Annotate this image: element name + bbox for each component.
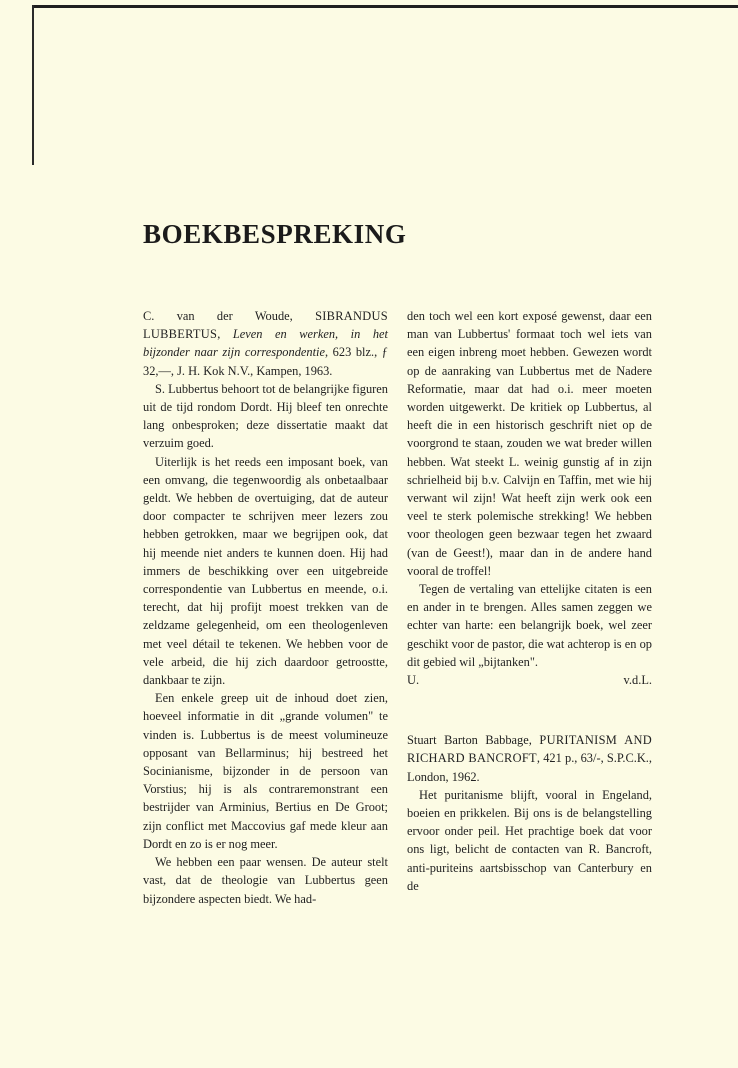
- review1-details: , 623 blz., ƒ 32,—, J. H. Kok N.V., Kampen, 1963.: [143, 345, 388, 378]
- section-heading: BOEKBESPREKING: [143, 219, 407, 249]
- review1-subtitle: Leven en werken, in het bijzonder naar zijn correspondentie: [143, 327, 388, 360]
- review1-paragraph: S. Lubbertus behoort tot de belangrijke figuren uit de tijd rondom Dordt. Hij bleef ten onrechte lang onbesproken; deze dissertatie maakt dat verzuim goed.: [143, 381, 388, 451]
- review1-author: C. van der Woude,: [143, 309, 316, 323]
- review1-paragraph: Een enkele greep uit de inhoud doet zien, hoeveel informatie in dit „grande volumen" te vinden is. Lubbertus is de meest volumineuze opposant van Bellarminus; hij bestreed het Socinianisme, bijzonder in de persoon van Vorstius; hij is als contraremonstrant een bestrijder van Arminius, Bertius en De Groot; zijn conflict met Maccovius gaf mede kleur aan Dordt en zo is er nog meer.: [143, 691, 388, 851]
- top-border-line: [32, 5, 738, 8]
- review1-paragraph: den toch wel een kort exposé gewenst, daar een man van Lubbertus' formaat toch wel iets van een eigen inbreng moet hebben. Gewezen wordt op de aanraking van Lubbertus met de Nadere Reformatie, maar dat had o.i. meer moeten worden uitgewerkt. De kritiek op Lubbertus, al heeft die in een historisch geschrift niet op de voorgrond te staan, zouden we wat breder willen hebben. Wat steekt L. weinig gunstig af in zijn schrielheid bij b.v. Calvijn en Taffin, met wie hij verwant wil zijn! Wat heeft zijn werk ook een veel te sterk polemische strekking! We hebben voor theologen geen bezwaar tegen het zwaard (van de Geest!), maar dan in de andere hand vooral de troffel!: [407, 309, 652, 578]
- left-column: [143, 307, 388, 908]
- left-border-line: [32, 5, 34, 165]
- review1-separator: ,: [217, 327, 233, 342]
- review2-book-title: PURITANISM AND RICHARD BANCROFT: [407, 733, 653, 766]
- review1-book-title: SIBRANDUS LUBBERTUS: [143, 309, 388, 342]
- review1-paragraph: We hebben een paar wensen. De auteur stelt vast, dat de theologie van Lubbertus geen bijzondere aspecten biedt. We had-: [143, 855, 388, 906]
- review-separator-space: [407, 689, 652, 731]
- review1-signature: [407, 671, 652, 689]
- review2-details: , 421 p., 63/-, S.P.C.K., London, 1962.: [407, 751, 652, 784]
- review1-paragraph: Tegen de vertaling van ettelijke citaten is een en ander in te brengen. Alles samen zeggen we echter van harte: een belangrijk boek, wel zeer geschikt voor de pastor, die wat achterop is en op dit gebied wil „bijtanken".: [407, 582, 652, 669]
- review2-reference: [407, 731, 652, 786]
- review1-paragraph: Uiterlijk is het reeds een imposant boek, van een omvang, die tegenwoordig als onbetaalbaar geldt. We hebben de overtuiging, dat de auteur door compacter te schrijven meer lezers zou hebben getrokken, maar we begrijpen ook, dat hij meende niet anders te kunnen doen. Hij had immers de beschikking over een uitgebreide correspondentie van Lubbertus en meende, o.i. terecht, dat hij profijt moest trekken van de zeldzame gelegenheid, om een theologenleven met veel détail te tekenen. We hebben voor de vele arbeid, die hij zich daardoor getroostte, dankbaar te zijn.: [143, 454, 388, 688]
- review2-paragraph: Het puritanisme blijft, vooral in Engeland, boeien en prikkelen. Bij ons is de belangstelling ervoor onder peil. Het prachtige boek dat voor ons ligt, belicht de contacten van R. Bancroft, anti-puriteins aartsbisschop van Canterbury en de: [407, 787, 652, 893]
- right-column: [407, 307, 652, 895]
- review2-author: Stuart Barton Babbage,: [407, 733, 540, 748]
- review1-reference: [143, 307, 388, 380]
- signature-author: v.d.L.: [623, 673, 652, 688]
- signature-initial: U.: [407, 673, 420, 688]
